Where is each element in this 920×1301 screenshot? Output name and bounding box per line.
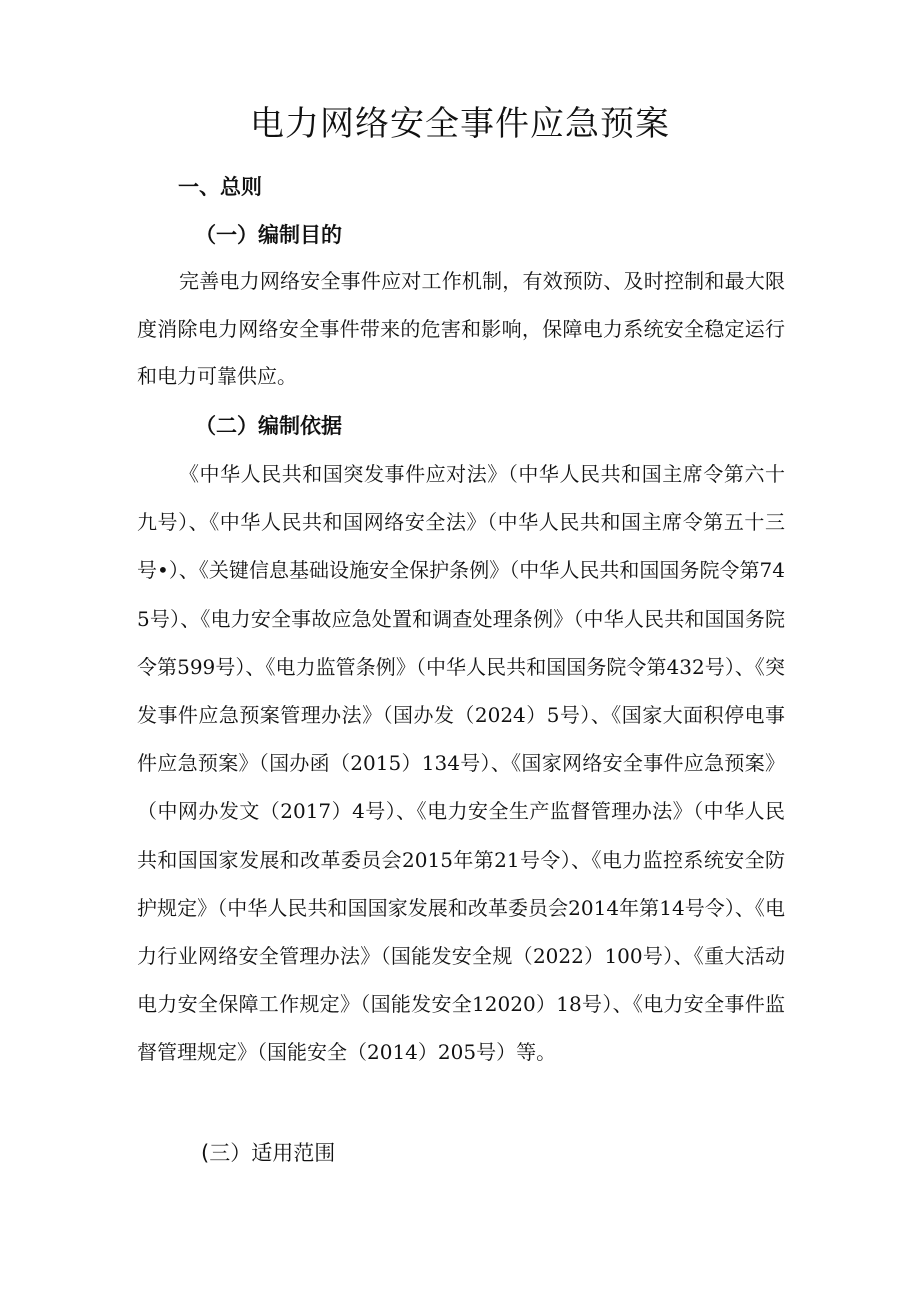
paragraph-basis: 《中华人民共和国突发事件应对法》（中华人民共和国主席令第六十九号）、《中华人民共和国网络安全法》（中华人民共和国主席令第五十三号•）、《关键信息基础设施安全保护条例》（中华人民共和国国务院令第745号）、《电力安全事故应急处置和调查处理条例》（中华人民共和国国务院令第599号）、《电力监管条例》（中华人民共和国国务院令第432号）、《突发事件应急预案管理办法》（国办发（2024）5号）、《国家大面积停电事件应急预案》（国办函（2015）134号）、《国家网络安全事件应急预案》（中网办发文（2017）4号）、《电力安全生产监督管理办法》（中华人民共和国国家发展和改革委员会2015年第21号令）、《电力监控系统安全防护规定》（中华人民共和国国家发展和改革委员会2014年第14号令）、《电力行业网络安全管理办法》（国能发安全规（2022）100号）、《重大活动电力安全保障工作规定》（国能发安全12020）18号）、《电力安全事件监督管理规定》（国能安全（2014）205号）等。 — [137, 462, 785, 1065]
paragraph-purpose: 完善电力网络安全事件应对工作机制，有效预防、及时控制和最大限度消除电力网络安全事件带来的危害和影响，保障电力系统安全稳定运行和电力可靠供应。 — [137, 269, 785, 388]
document-title: 电力网络安全事件应急预案 — [250, 104, 670, 144]
subsection-heading-basis: （二）编制依据 — [195, 414, 342, 438]
subsection-heading-scope: (三）适用范围 — [201, 1141, 336, 1165]
subsection-heading-purpose: （一）编制目的 — [195, 223, 342, 247]
section-heading-general: 一、总则 — [178, 175, 262, 199]
